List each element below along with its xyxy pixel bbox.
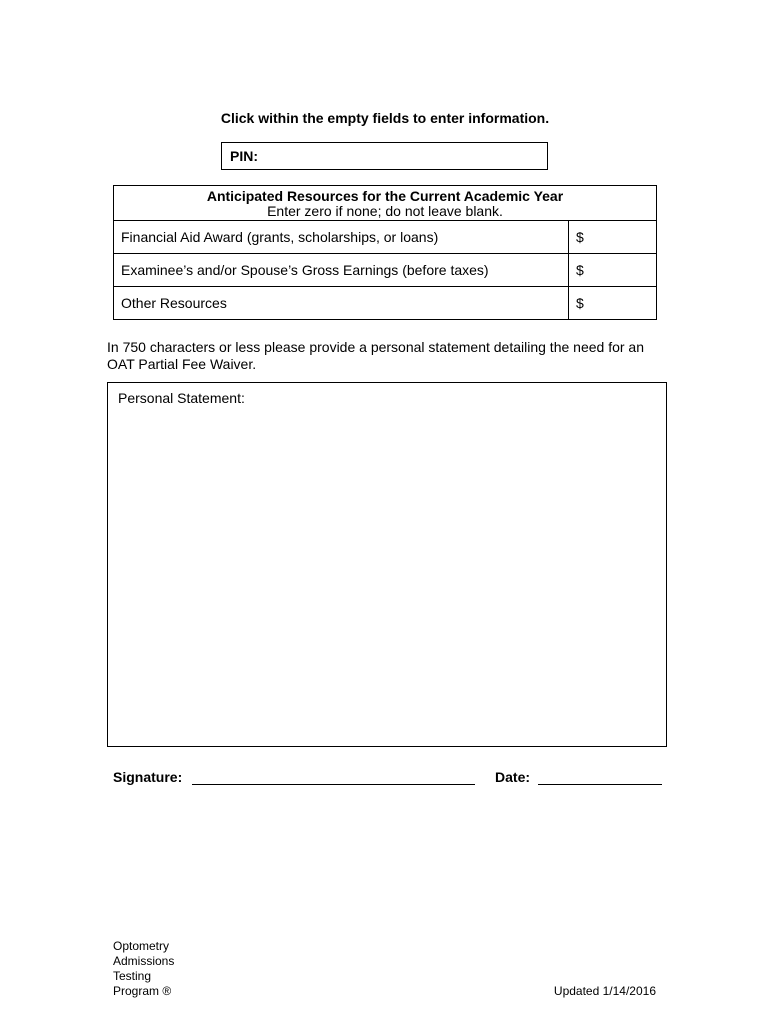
date-line[interactable] xyxy=(538,769,662,785)
resources-subtitle: Enter zero if none; do not leave blank. xyxy=(267,203,503,219)
program-name-line: Program ® xyxy=(113,984,172,998)
other-resources-amount-input[interactable] xyxy=(588,296,648,311)
other-resources-amount-field[interactable] xyxy=(569,287,657,320)
gross-earnings-amount-field[interactable] xyxy=(569,254,657,287)
resource-label: Financial Aid Award (grants, scholarships, or loans) xyxy=(114,221,569,254)
updated-date: Updated 1/14/2016 xyxy=(553,984,656,998)
program-name xyxy=(113,939,174,999)
currency-symbol: $ xyxy=(576,262,584,278)
resources-title: Anticipated Resources for the Current Academic Year xyxy=(206,188,564,204)
gross-earnings-amount-input[interactable] xyxy=(588,263,648,278)
statement-prompt: In 750 characters or less please provide a personal statement detailing the need for an OAT Partial Fee Waiver. xyxy=(107,339,644,372)
resource-row-gross-earnings xyxy=(114,254,657,287)
currency-symbol: $ xyxy=(576,295,584,311)
resource-row-other xyxy=(114,287,657,320)
program-name-line: Testing xyxy=(113,969,152,983)
program-name-line: Optometry xyxy=(113,939,170,953)
signature-label: Signature: xyxy=(113,769,183,785)
financial-aid-amount-field[interactable] xyxy=(569,221,657,254)
form-instruction: Click within the empty fields to enter information. xyxy=(220,110,550,126)
resources-header xyxy=(114,186,657,221)
personal-statement-input[interactable] xyxy=(118,410,656,730)
resource-label: Other Resources xyxy=(114,287,569,320)
signature-row xyxy=(113,769,662,785)
personal-statement-field[interactable] xyxy=(107,382,667,747)
resource-label: Examinee’s and/or Spouse’s Gross Earnings (before taxes) xyxy=(114,254,569,287)
pin-label: PIN: xyxy=(230,148,258,164)
personal-statement-label: Personal Statement: xyxy=(118,390,245,406)
resources-table xyxy=(113,185,657,320)
signature-line[interactable] xyxy=(192,769,475,785)
financial-aid-amount-input[interactable] xyxy=(588,230,648,245)
program-name-line: Admissions xyxy=(113,954,175,968)
pin-input[interactable] xyxy=(266,149,526,164)
pin-field[interactable] xyxy=(221,142,548,170)
currency-symbol: $ xyxy=(576,229,584,245)
date-label: Date: xyxy=(495,769,531,785)
resource-row-financial-aid xyxy=(114,221,657,254)
